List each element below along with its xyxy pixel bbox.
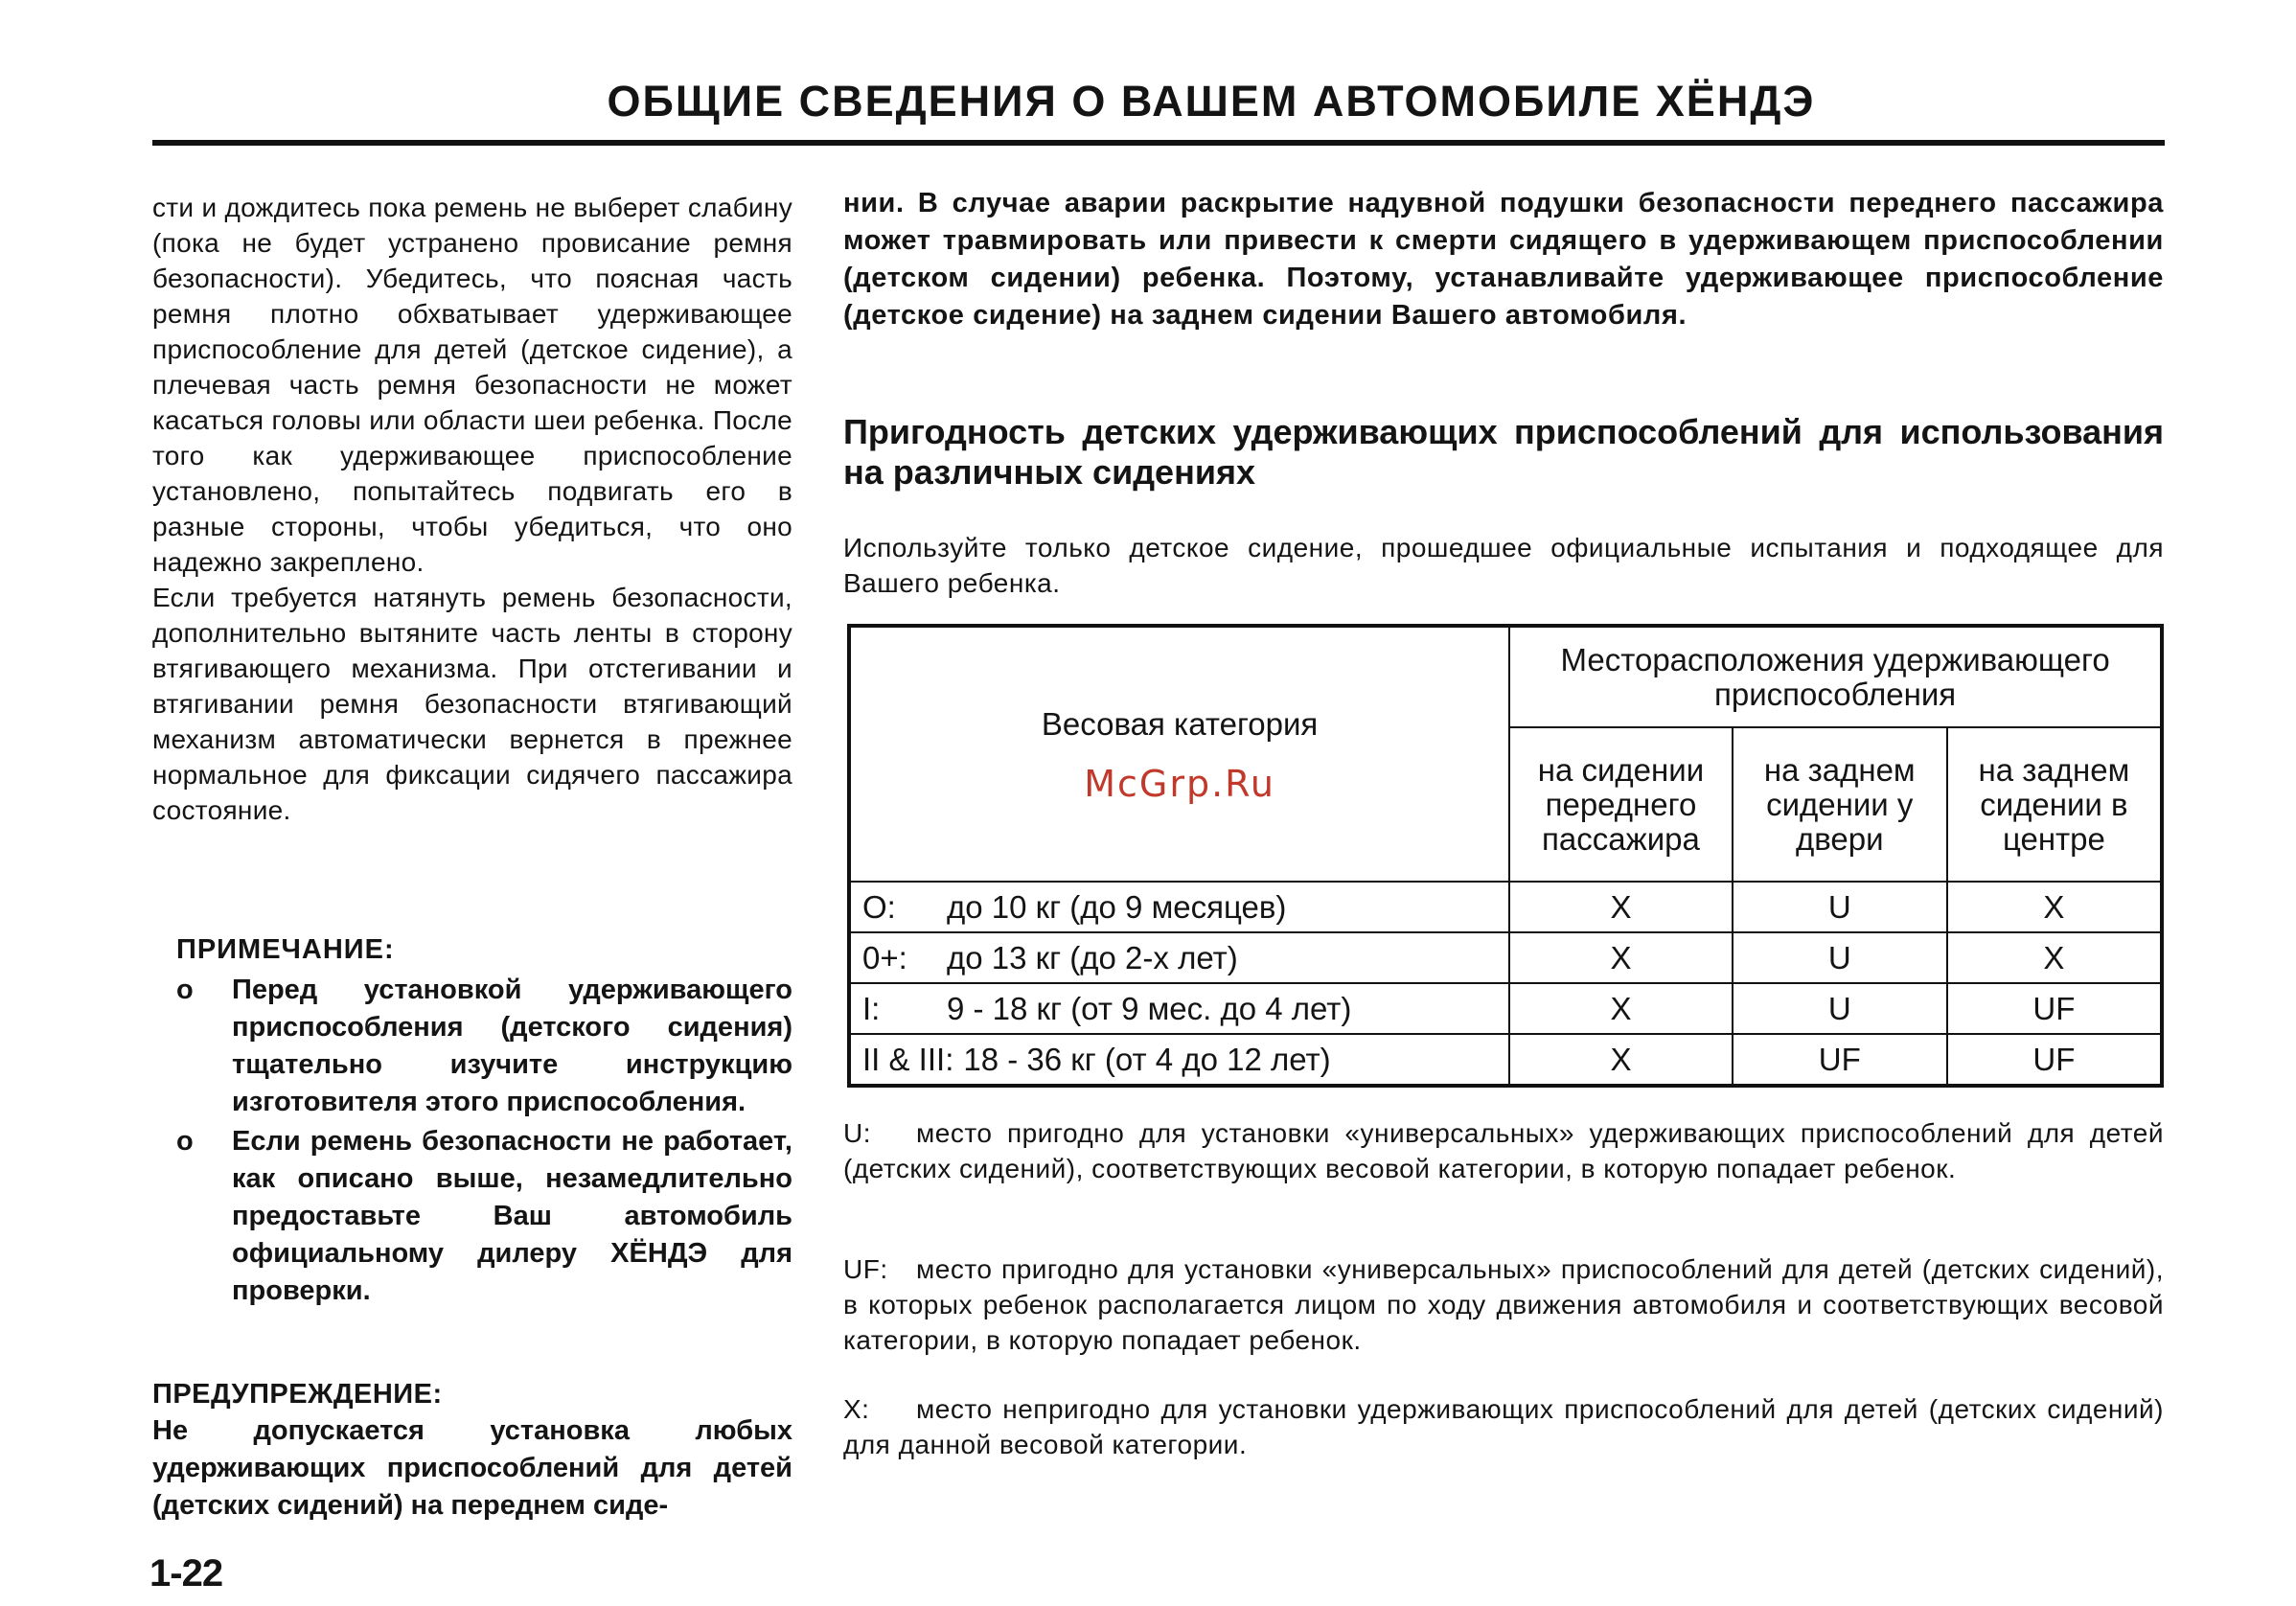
left-paragraph-2: Если требуется натянуть ремень безопасности, дополнительно вытяните часть ленты в сторону втягивающего механизма. При отстегивании и втягивании ремня безопасности втягивающий механизм автоматически вернется в прежнее нормальное для фиксации сидячего пассажира состояние. xyxy=(152,583,792,825)
left-column xyxy=(152,190,792,828)
table-cell: X xyxy=(1947,932,2162,983)
table-cell: U xyxy=(1733,882,1947,932)
weight-code: II & III: xyxy=(862,1041,954,1077)
weight-label: до 10 кг (до 9 месяцев) xyxy=(947,888,1287,925)
warning-block xyxy=(152,1376,792,1525)
legend-code: X: xyxy=(843,1394,870,1424)
table-cell: UF xyxy=(1733,1034,1947,1086)
table-cell: X xyxy=(1509,1034,1732,1086)
weight-cell xyxy=(849,882,1509,932)
weight-label: до 13 кг (до 2-х лет) xyxy=(947,939,1238,975)
table-row xyxy=(849,932,2162,983)
note-item-text: Перед установкой удерживающего приспособления (детского сидения) тщательно изучите инструкцию изготовителя этого приспособления. xyxy=(232,975,792,1117)
left-paragraph-1: сти и дождитесь пока ремень не выберет слабину (пока не будет устранено провисание ремня безопасности). Убедитесь, что поясная часть ремня плотно обхватывает удерживающее приспособление для детей (детское сидение), а плечевая часть ремня безопасности не может касаться головы или области шеи ребенка. После того как удерживающее приспособление установлено, попытайтесь подвигать его в разные стороны, чтобы убедиться, что оно надежно закреплено. xyxy=(152,193,792,577)
weight-label: 9 - 18 кг (от 9 мес. до 4 лет) xyxy=(947,990,1352,1026)
legend-item-x xyxy=(843,1391,2164,1462)
table-row xyxy=(849,882,2162,932)
note-item xyxy=(176,972,792,1121)
note-item-text: Если ремень безопасности не работает, как описано выше, незамедлительно предоставьте Ваш автомобиль официальному дилеру ХЁНДЭ для проверки. xyxy=(232,1126,792,1306)
right-column xyxy=(843,185,2164,334)
table-row xyxy=(849,983,2162,1034)
note-title: ПРИМЕЧАНИЕ: xyxy=(176,934,395,965)
table-cell: U xyxy=(1733,932,1947,983)
weight-category-header xyxy=(849,626,1509,882)
column-header-front-passenger: на сидении переднего пассажира xyxy=(1509,727,1732,882)
note-item xyxy=(176,1123,792,1310)
bullet-mark: o xyxy=(176,975,194,1005)
legend-text: место пригодно для установки «универсальных» приспособлений для детей (детских сидений), в которых ребенок располагается лицом по ходу движения автомобиля и соответствующих весовой категории, в которую попадает ребенок. xyxy=(843,1254,2164,1355)
table-cell: X xyxy=(1509,882,1732,932)
watermark-text: McGrp.Ru xyxy=(1084,763,1275,805)
weight-code: I: xyxy=(862,990,881,1026)
table-cell: U xyxy=(1733,983,1947,1034)
warning-text: Не допускается установка любых удерживающих приспособлений для детей (детских сидений) на переднем сиде- xyxy=(152,1415,792,1521)
page-number: 1-22 xyxy=(149,1552,223,1595)
legend-text: место непригодно для установки удерживающих приспособлений для детей (детских сидений) для данной весовой категории. xyxy=(843,1394,2164,1459)
column-header-rear-door: на заднем сидении у двери xyxy=(1733,727,1947,882)
table-cell: X xyxy=(1947,882,2162,932)
table-cell: UF xyxy=(1947,983,2162,1034)
page-title: ОБЩИЕ СВЕДЕНИЯ О ВАШЕМ АВТОМОБИЛЕ ХЁНДЭ xyxy=(607,77,1816,126)
section-heading: Пригодность детских удерживающих приспособлений для использования на различных сидениях xyxy=(843,412,2164,492)
weight-cell xyxy=(849,932,1509,983)
weight-code: O: xyxy=(862,888,896,925)
table-cell: X xyxy=(1509,932,1732,983)
table-row xyxy=(849,1034,2162,1086)
legend-text: место пригодно для установки «универсальных» удерживающих приспособлений для детей (детских сидений), соответствующих весовой категории, в которую попадает ребенок. xyxy=(843,1118,2164,1183)
location-header: Месторасположения удерживающего приспособления xyxy=(1509,626,2162,727)
column-header-rear-center: на заднем сидении в центре xyxy=(1947,727,2162,882)
warning-continuation: нии. В случае аварии раскрытие надувной подушки безопасности переднего пассажира может травмировать или привести к смерти сидящего в удерживающем приспособлении (детском сидении) ребенка. Поэтому, устанавливайте удерживающее приспособление (детское сидение) на заднем сидении Вашего автомобиля. xyxy=(843,188,2164,331)
weight-cell xyxy=(849,1034,1509,1086)
table-cell: UF xyxy=(1947,1034,2162,1086)
bullet-mark: o xyxy=(176,1126,194,1157)
weight-label: 18 - 36 кг (от 4 до 12 лет) xyxy=(963,1041,1331,1077)
suitability-table xyxy=(847,624,2164,1088)
warning-title: ПРЕДУПРЕЖДЕНИЕ: xyxy=(152,1379,443,1410)
legend-code: UF: xyxy=(843,1254,888,1284)
weight-category-label: Весовая категория xyxy=(1041,706,1319,742)
note-block xyxy=(176,931,792,1312)
legend-item-u xyxy=(843,1115,2164,1186)
table-cell: X xyxy=(1509,983,1732,1034)
weight-cell xyxy=(849,983,1509,1034)
page-header xyxy=(152,73,2165,146)
intro-paragraph: Используйте только детское сидение, прошедшее официальные испытания и подходящее для Вашего ребенка. xyxy=(843,533,2164,598)
weight-code: 0+: xyxy=(862,939,907,975)
legend-item-uf xyxy=(843,1251,2164,1358)
legend-code: U: xyxy=(843,1118,871,1148)
